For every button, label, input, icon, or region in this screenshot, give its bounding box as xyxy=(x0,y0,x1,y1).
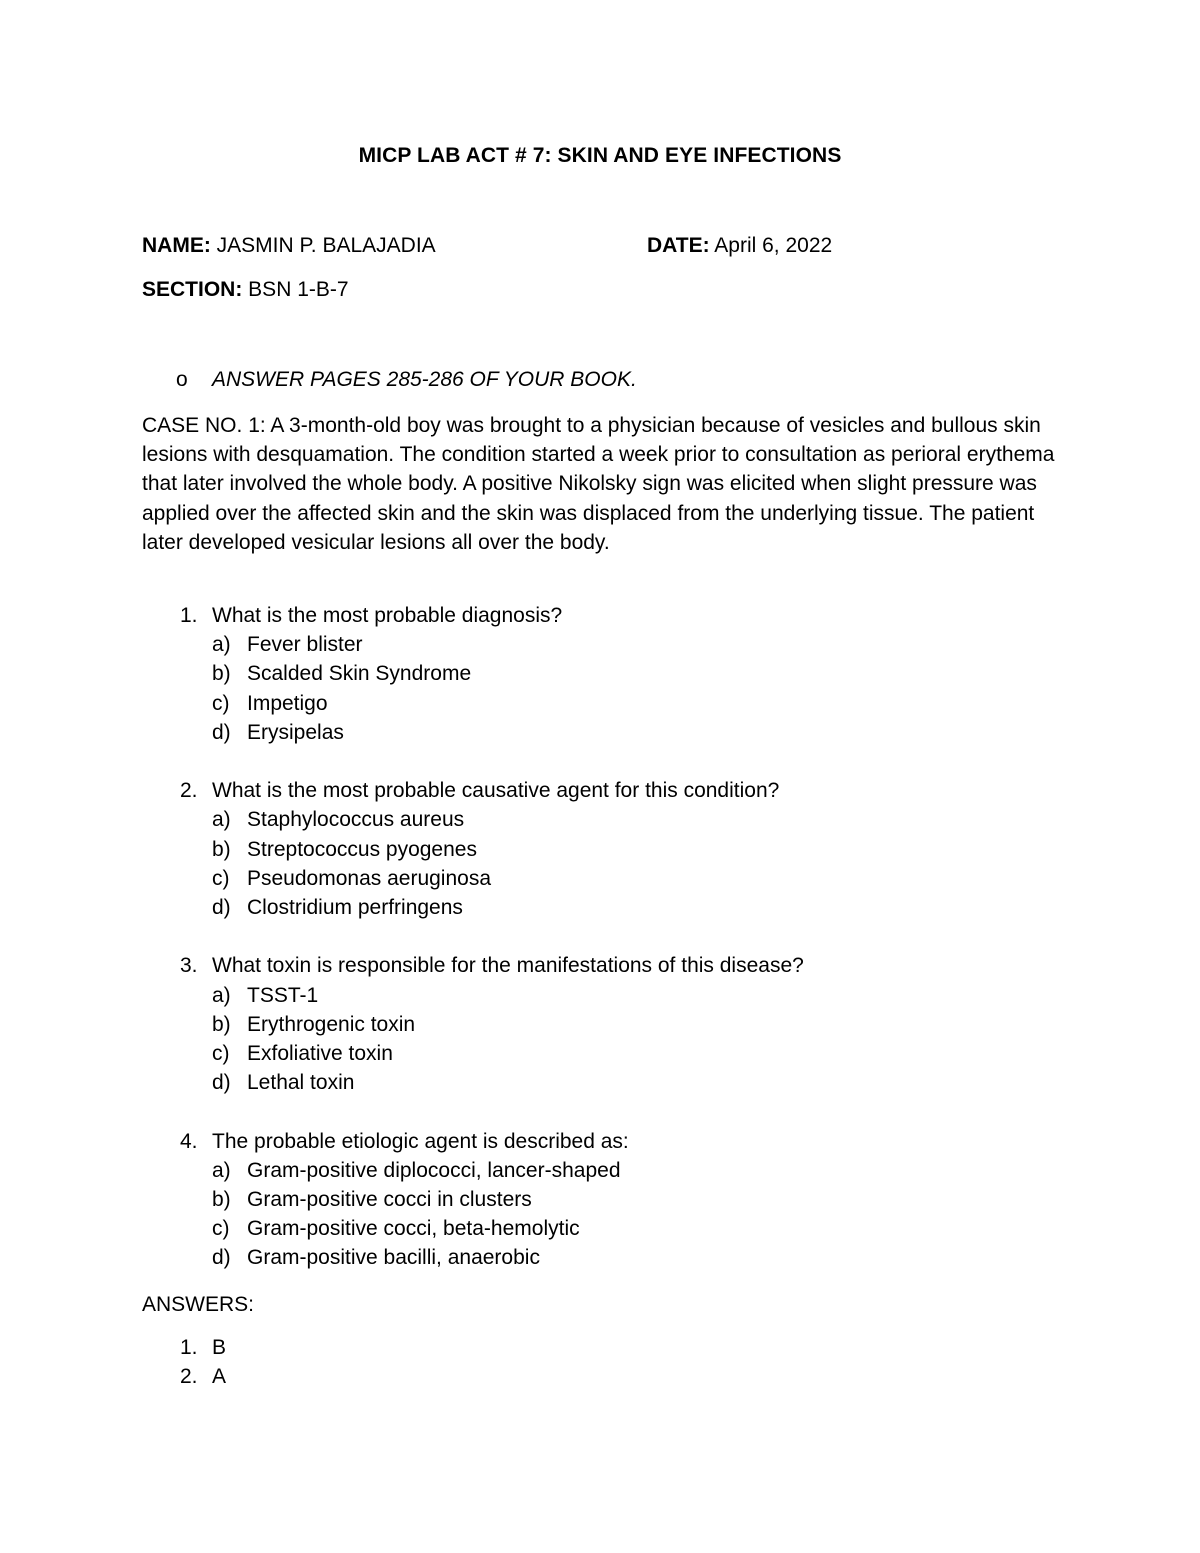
section-field xyxy=(142,275,349,305)
option-text: Scalded Skin Syndrome xyxy=(247,662,472,686)
question-number xyxy=(142,601,212,630)
option-item xyxy=(142,1068,1062,1097)
option-letter: a) xyxy=(212,983,231,1007)
option-item xyxy=(142,718,1062,747)
date-field xyxy=(647,231,832,261)
option-text: Gram-positive cocci in clusters xyxy=(247,1188,532,1212)
option-text: Fever blister xyxy=(247,633,363,657)
instruction-line xyxy=(176,365,637,395)
question-item xyxy=(142,776,1062,922)
option-item xyxy=(142,805,1062,834)
question-line xyxy=(142,1127,1062,1156)
answer-item xyxy=(142,1362,226,1391)
option-letter: c) xyxy=(212,691,230,715)
question-number-text: 1. xyxy=(180,604,198,627)
option-item xyxy=(142,1010,1062,1039)
option-text: Staphylococcus aureus xyxy=(247,808,465,832)
option-text: Gram-positive diplococci, lancer-shaped xyxy=(247,1158,621,1182)
answer-value: A xyxy=(212,1365,227,1389)
question-line xyxy=(142,951,1062,980)
option-letter: a) xyxy=(212,1158,231,1182)
option-text: TSST-1 xyxy=(247,983,319,1007)
question-text: What is the most probable causative agent for this condition? xyxy=(212,779,780,803)
option-text: Gram-positive bacilli, anaerobic xyxy=(247,1246,540,1270)
date-label: DATE: xyxy=(647,234,710,257)
option-letter: c) xyxy=(212,1042,230,1066)
option-letter: b) xyxy=(212,1012,231,1036)
answer-number-text: 1. xyxy=(180,1336,198,1359)
option-text: Pseudomonas aeruginosa xyxy=(247,866,492,890)
option-letter: a) xyxy=(212,633,231,657)
question-item xyxy=(142,951,1062,1097)
option-item xyxy=(142,1156,1062,1185)
option-letter: c) xyxy=(212,866,230,890)
answers-list xyxy=(142,1333,226,1391)
question-number xyxy=(142,776,212,805)
answer-value: B xyxy=(212,1336,227,1359)
question-item xyxy=(142,1127,1062,1273)
option-item xyxy=(142,981,1062,1010)
option-text: Streptococcus pyogenes xyxy=(247,837,477,861)
option-item xyxy=(142,1039,1062,1068)
option-letter: d) xyxy=(212,896,231,920)
name-value: JASMIN P. BALAJADIA xyxy=(210,234,436,257)
question-list xyxy=(142,601,1062,1302)
option-text: Erysipelas xyxy=(247,720,344,744)
question-line xyxy=(142,601,1062,630)
option-item xyxy=(142,630,1062,659)
option-letter: b) xyxy=(212,1188,231,1212)
option-item xyxy=(142,1243,1062,1272)
case-paragraph: CASE NO. 1: A 3-month-old boy was brought to a physician because of vesicles and bullous skin lesions with desquamation. The condition started a week prior to consultation as perioral erythema that later involved the whole body. A positive Nikolsky sign was elicited when slight pressure was applied over the affected skin and the skin was displaced from the underlying tissue. The patient later developed vesicular lesions all over the body. xyxy=(142,414,1055,554)
answer-number xyxy=(142,1362,212,1391)
question-line xyxy=(142,776,1062,805)
question-number-text: 4. xyxy=(180,1129,198,1153)
date-value: April 6, 2022 xyxy=(709,234,833,257)
option-item xyxy=(142,659,1062,688)
option-letter: d) xyxy=(212,1071,231,1095)
question-number-text: 2. xyxy=(180,779,198,803)
answer-number-text: 2. xyxy=(180,1365,198,1389)
option-item xyxy=(142,864,1062,893)
instruction-text: ANSWER PAGES 285-286 OF YOUR BOOK. xyxy=(212,368,637,391)
option-text: Clostridium perfringens xyxy=(247,896,463,920)
option-item xyxy=(142,1185,1062,1214)
document-title: MICP LAB ACT # 7: SKIN AND EYE INFECTIONS xyxy=(358,144,842,167)
question-text: What toxin is responsible for the manifestations of this disease? xyxy=(212,954,804,978)
option-item xyxy=(142,689,1062,718)
option-letter: a) xyxy=(212,808,231,832)
option-letter: b) xyxy=(212,837,231,861)
option-letter: d) xyxy=(212,1246,231,1270)
option-item xyxy=(142,1214,1062,1243)
question-item xyxy=(142,601,1062,747)
option-text: Erythrogenic toxin xyxy=(247,1012,416,1036)
question-number-text: 3. xyxy=(180,954,198,978)
section-value: BSN 1-B-7 xyxy=(242,278,349,301)
question-number xyxy=(142,1127,212,1156)
answer-item xyxy=(142,1333,226,1362)
question-number xyxy=(142,951,212,980)
option-text: Exfoliative toxin xyxy=(247,1042,393,1066)
option-letter: d) xyxy=(212,720,231,744)
answer-number xyxy=(142,1333,212,1362)
option-letter: b) xyxy=(212,662,231,686)
option-item xyxy=(142,893,1062,922)
option-text: Impetigo xyxy=(247,691,328,715)
option-text: Lethal toxin xyxy=(247,1071,355,1095)
name-field xyxy=(142,231,436,261)
name-label: NAME: xyxy=(142,234,211,257)
option-item xyxy=(142,835,1062,864)
section-label: SECTION: xyxy=(142,278,243,301)
instruction-bullet: o xyxy=(176,368,188,391)
option-letter: c) xyxy=(212,1217,230,1241)
option-text: Gram-positive cocci, beta-hemolytic xyxy=(247,1217,580,1241)
question-text: What is the most probable diagnosis? xyxy=(212,604,563,627)
question-text: The probable etiologic agent is described as: xyxy=(212,1129,629,1153)
answers-label: ANSWERS: xyxy=(142,1293,255,1316)
